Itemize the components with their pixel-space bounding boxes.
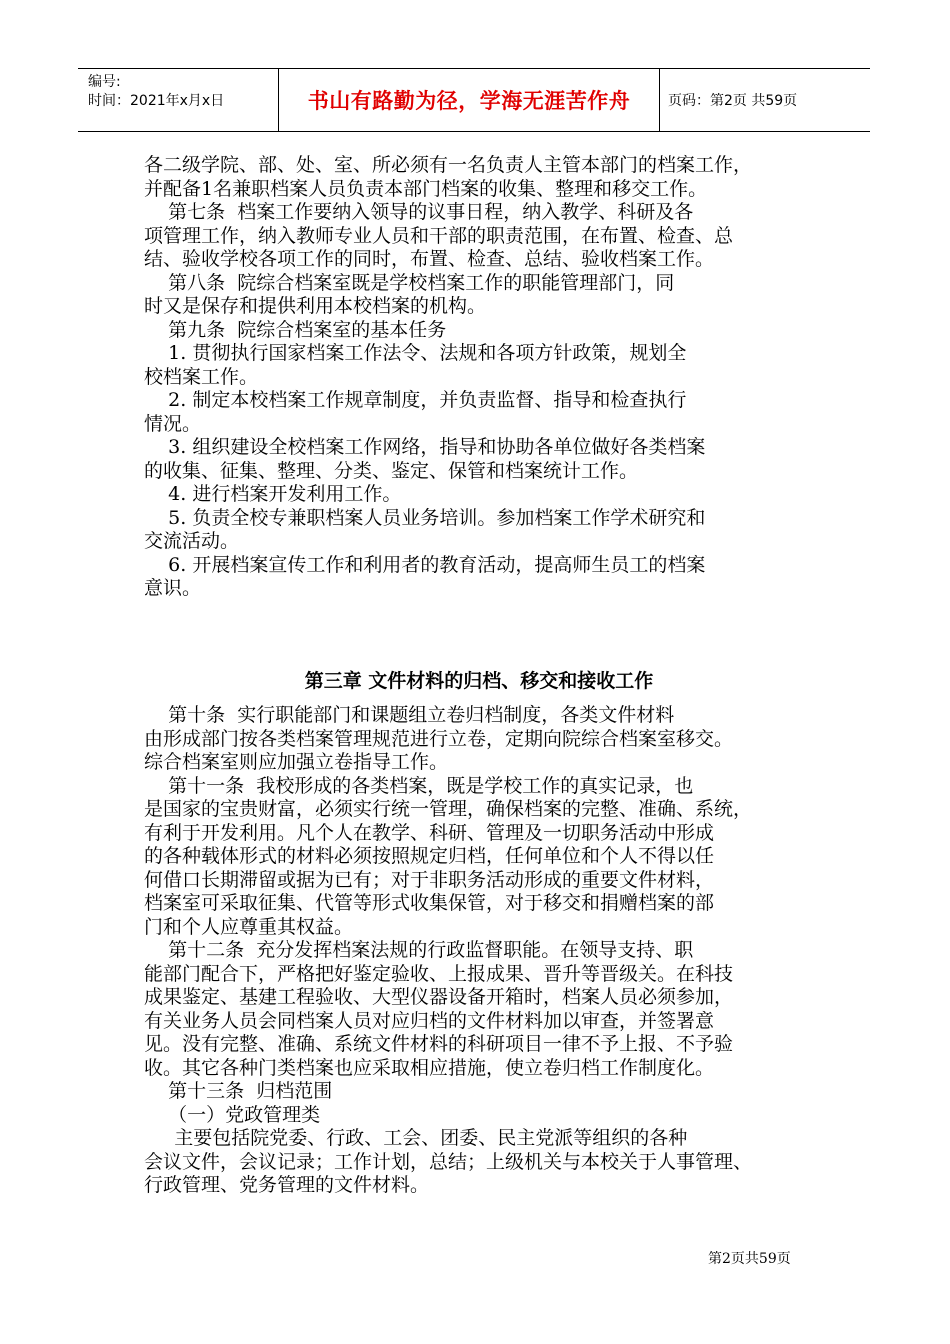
header-page-label: 页码：第2页 共59页 <box>668 93 798 109</box>
text-line: 4. 进行档案开发利用工作。 <box>144 483 402 505</box>
text-line: 何借口长期滞留或据为已有；对于非职务活动形成的重要文件材料， <box>144 868 715 891</box>
text-line: 门和个人应尊重其权益。 <box>144 915 354 938</box>
text-line: 综合档案室则应加强立卷指导工作。 <box>144 751 449 773</box>
text-line: 交流活动。 <box>144 530 240 552</box>
text-line: 见。没有完整、准确、系统文件材料的科研项目一律不予上报、不予验 <box>144 1033 734 1055</box>
text-line: 的收集、征集、整理、分类、鉴定、保管和档案统计工作。 <box>144 459 639 482</box>
text-line: 由形成部门按各类档案管理规范进行立卷，定期向院综合档案室移交。 <box>144 727 734 750</box>
text-line: 2. 制定本校档案工作规章制度，并负责监督、指导和检查执行 <box>144 389 687 411</box>
text-line: 能部门配合下，严格把好鉴定验收、上报成果、晋升等晋级关。在科技 <box>144 962 734 985</box>
text-line: 结、验收学校各项工作的同时，布置、检查、总结、验收档案工作。 <box>144 248 715 270</box>
page-header <box>78 68 870 132</box>
body-section-2 <box>144 704 814 1198</box>
text-line: 成果鉴定、基建工程验收、大型仪器设备开箱时，档案人员必须参加， <box>144 986 734 1008</box>
text-line: 项管理工作，纳入教师专业人员和干部的职责范围，在布置、检查、总 <box>144 224 734 247</box>
header-motto-cell <box>278 69 660 131</box>
text-line: 的各种载体形式的材料必须按照规定归档，任何单位和个人不得以任 <box>144 845 715 867</box>
header-number-label: 编号: <box>88 74 121 90</box>
text-line: 意识。 <box>144 577 202 599</box>
text-line: 校档案工作。 <box>144 365 259 388</box>
text-line: 第十一条 我校形成的各类档案，既是学校工作的真实记录，也 <box>144 774 694 797</box>
body-section-1 <box>144 154 814 601</box>
text-line: 行政管理、党务管理的文件材料。 <box>144 1174 430 1196</box>
header-meta <box>78 69 278 131</box>
text-line: 并配备1名兼职档案人员负责本部门档案的收集、整理和移交工作。 <box>144 177 708 200</box>
text-line: 各二级学院、部、处、室、所必须有一名负责人主管本部门的档案工作， <box>144 154 753 176</box>
text-line: 5. 负责全校专兼职档案人员业务培训。参加档案工作学术研究和 <box>144 506 706 529</box>
text-line: 第九条 院综合档案室的基本任务 <box>144 318 447 341</box>
text-line: 会议文件，会议记录；工作计划，总结；上级机关与本校关于人事管理、 <box>144 1150 753 1173</box>
header-date-label: 时间：2021年x月x日 <box>88 93 225 109</box>
text-line: 第七条 档案工作要纳入领导的议事日程，纳入教学、科研及各 <box>144 201 694 223</box>
page-footer: 第2页共59页 <box>708 1251 791 1267</box>
header-motto: 书山有路勤为径，学海无涯苦作舟 <box>307 89 631 113</box>
text-line: 主要包括院党委、行政、工会、团委、民主党派等组织的各种 <box>144 1127 688 1149</box>
text-line: 时又是保存和提供利用本校档案的机构。 <box>144 295 487 317</box>
text-line: 第八条 院综合档案室既是学校档案工作的职能管理部门，同 <box>144 271 675 294</box>
text-line: 第十二条 充分发挥档案法规的行政监督职能。在领导支持、职 <box>144 939 694 961</box>
text-line: 档案室可采取征集、代管等形式收集保管，对于移交和捐赠档案的部 <box>144 892 715 914</box>
text-line: （一）党政管理类 <box>144 1103 321 1126</box>
text-line: 情况。 <box>144 412 202 435</box>
text-line: 有关业务人员会同档案人员对应归档的文件材料加以审查，并签署意 <box>144 1009 715 1032</box>
text-line: 是国家的宝贵财富，必须实行统一管理，确保档案的完整、准确、系统， <box>144 798 753 820</box>
text-line: 6. 开展档案宣传工作和利用者的教育活动，提高师生员工的档案 <box>144 553 706 576</box>
text-line: 3. 组织建设全校档案工作网络，指导和协助各单位做好各类档案 <box>144 436 706 458</box>
text-line: 收。其它各种门类档案也应采取相应措施，使立卷归档工作制度化。 <box>144 1056 715 1079</box>
text-line: 有利于开发利用。凡个人在教学、科研、管理及一切职务活动中形成 <box>144 821 715 844</box>
text-line: 1. 贯彻执行国家档案工作法令、法规和各项方针政策，规划全 <box>144 342 687 364</box>
text-line: 第十条 实行职能部门和课题组立卷归档制度，各类文件材料 <box>144 704 675 726</box>
text-line: 第十三条 归档范围 <box>144 1080 333 1102</box>
chapter-title: 第三章 文件材料的归档、移交和接收工作 <box>304 670 654 692</box>
